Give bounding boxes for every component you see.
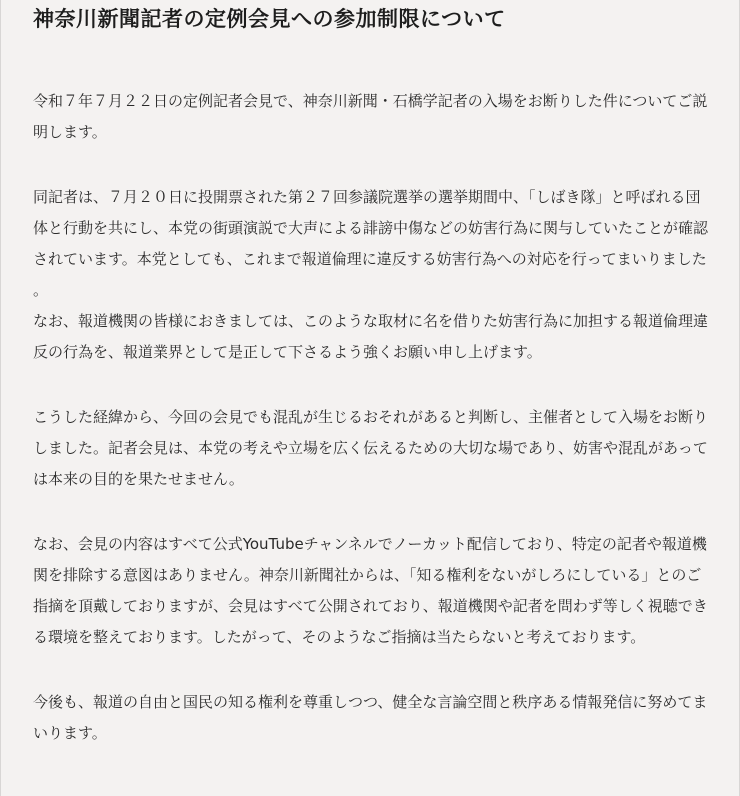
paragraph-reason [33, 402, 709, 495]
paragraph-line: 同記者は、７月２０日に投開票された第２７回参議院選挙の選挙期間中、「しばき隊」と呼ばれる団 体と行動を共にし、本党の街頭演説で大声による誹謗中傷などの妨害行為に関与していたことが確認 されています。本党としても、これまで報道倫理に違反する妨害行為への対応を行ってまいりました 。 [33, 188, 709, 299]
paragraph-background [33, 182, 709, 306]
paragraph-line: こうした経緯から、今回の会見でも混乱が生じるおそれがあると判断し、主催者として入場をお断り しました。記者会見は、本党の考えや立場を広く伝えるための大切な場であり、妨害や混乱があって は本来の目的を果たせません。 [33, 408, 709, 488]
paragraph-line: なお、会見の内容はすべて公式YouTubeチャンネルでノーカット配信しており、特定の記者や報道機 関を排除する意図はありません。神奈川新聞社からは、「知る権利をないがしろにしている」とのご 指摘を頂戴しておりますが、会見はすべて公開されており、報道機関や記者を問わず等しく視聴でき る環境を整えております。したがって、そのようなご指摘は当たらないと考えております。 [33, 535, 708, 646]
paragraph-streaming [33, 529, 709, 653]
paragraph-line: 今後も、報道の自由と国民の知る権利を尊重しつつ、健全な言論空間と秩序ある情報発信に努めてま いります。 [33, 693, 708, 742]
paragraph-request [33, 306, 709, 368]
paragraph-closing [33, 687, 709, 749]
page-title: 神奈川新聞記者の定例会見への参加制限について [33, 7, 506, 31]
article-body [33, 86, 709, 783]
paragraph-line: なお、報道機関の皆様におきましては、このような取材に名を借りた妨害行為に加担する報道倫理違 反の行為を、報道業界として是正して下さるよう強くお願い申し上げます。 [33, 312, 709, 361]
paragraph-intro [33, 86, 709, 148]
paragraph-line: 令和７年７月２２日の定例記者会見で、神奈川新聞・石橋学記者の入場をお断りした件についてご説 明します。 [33, 92, 708, 141]
